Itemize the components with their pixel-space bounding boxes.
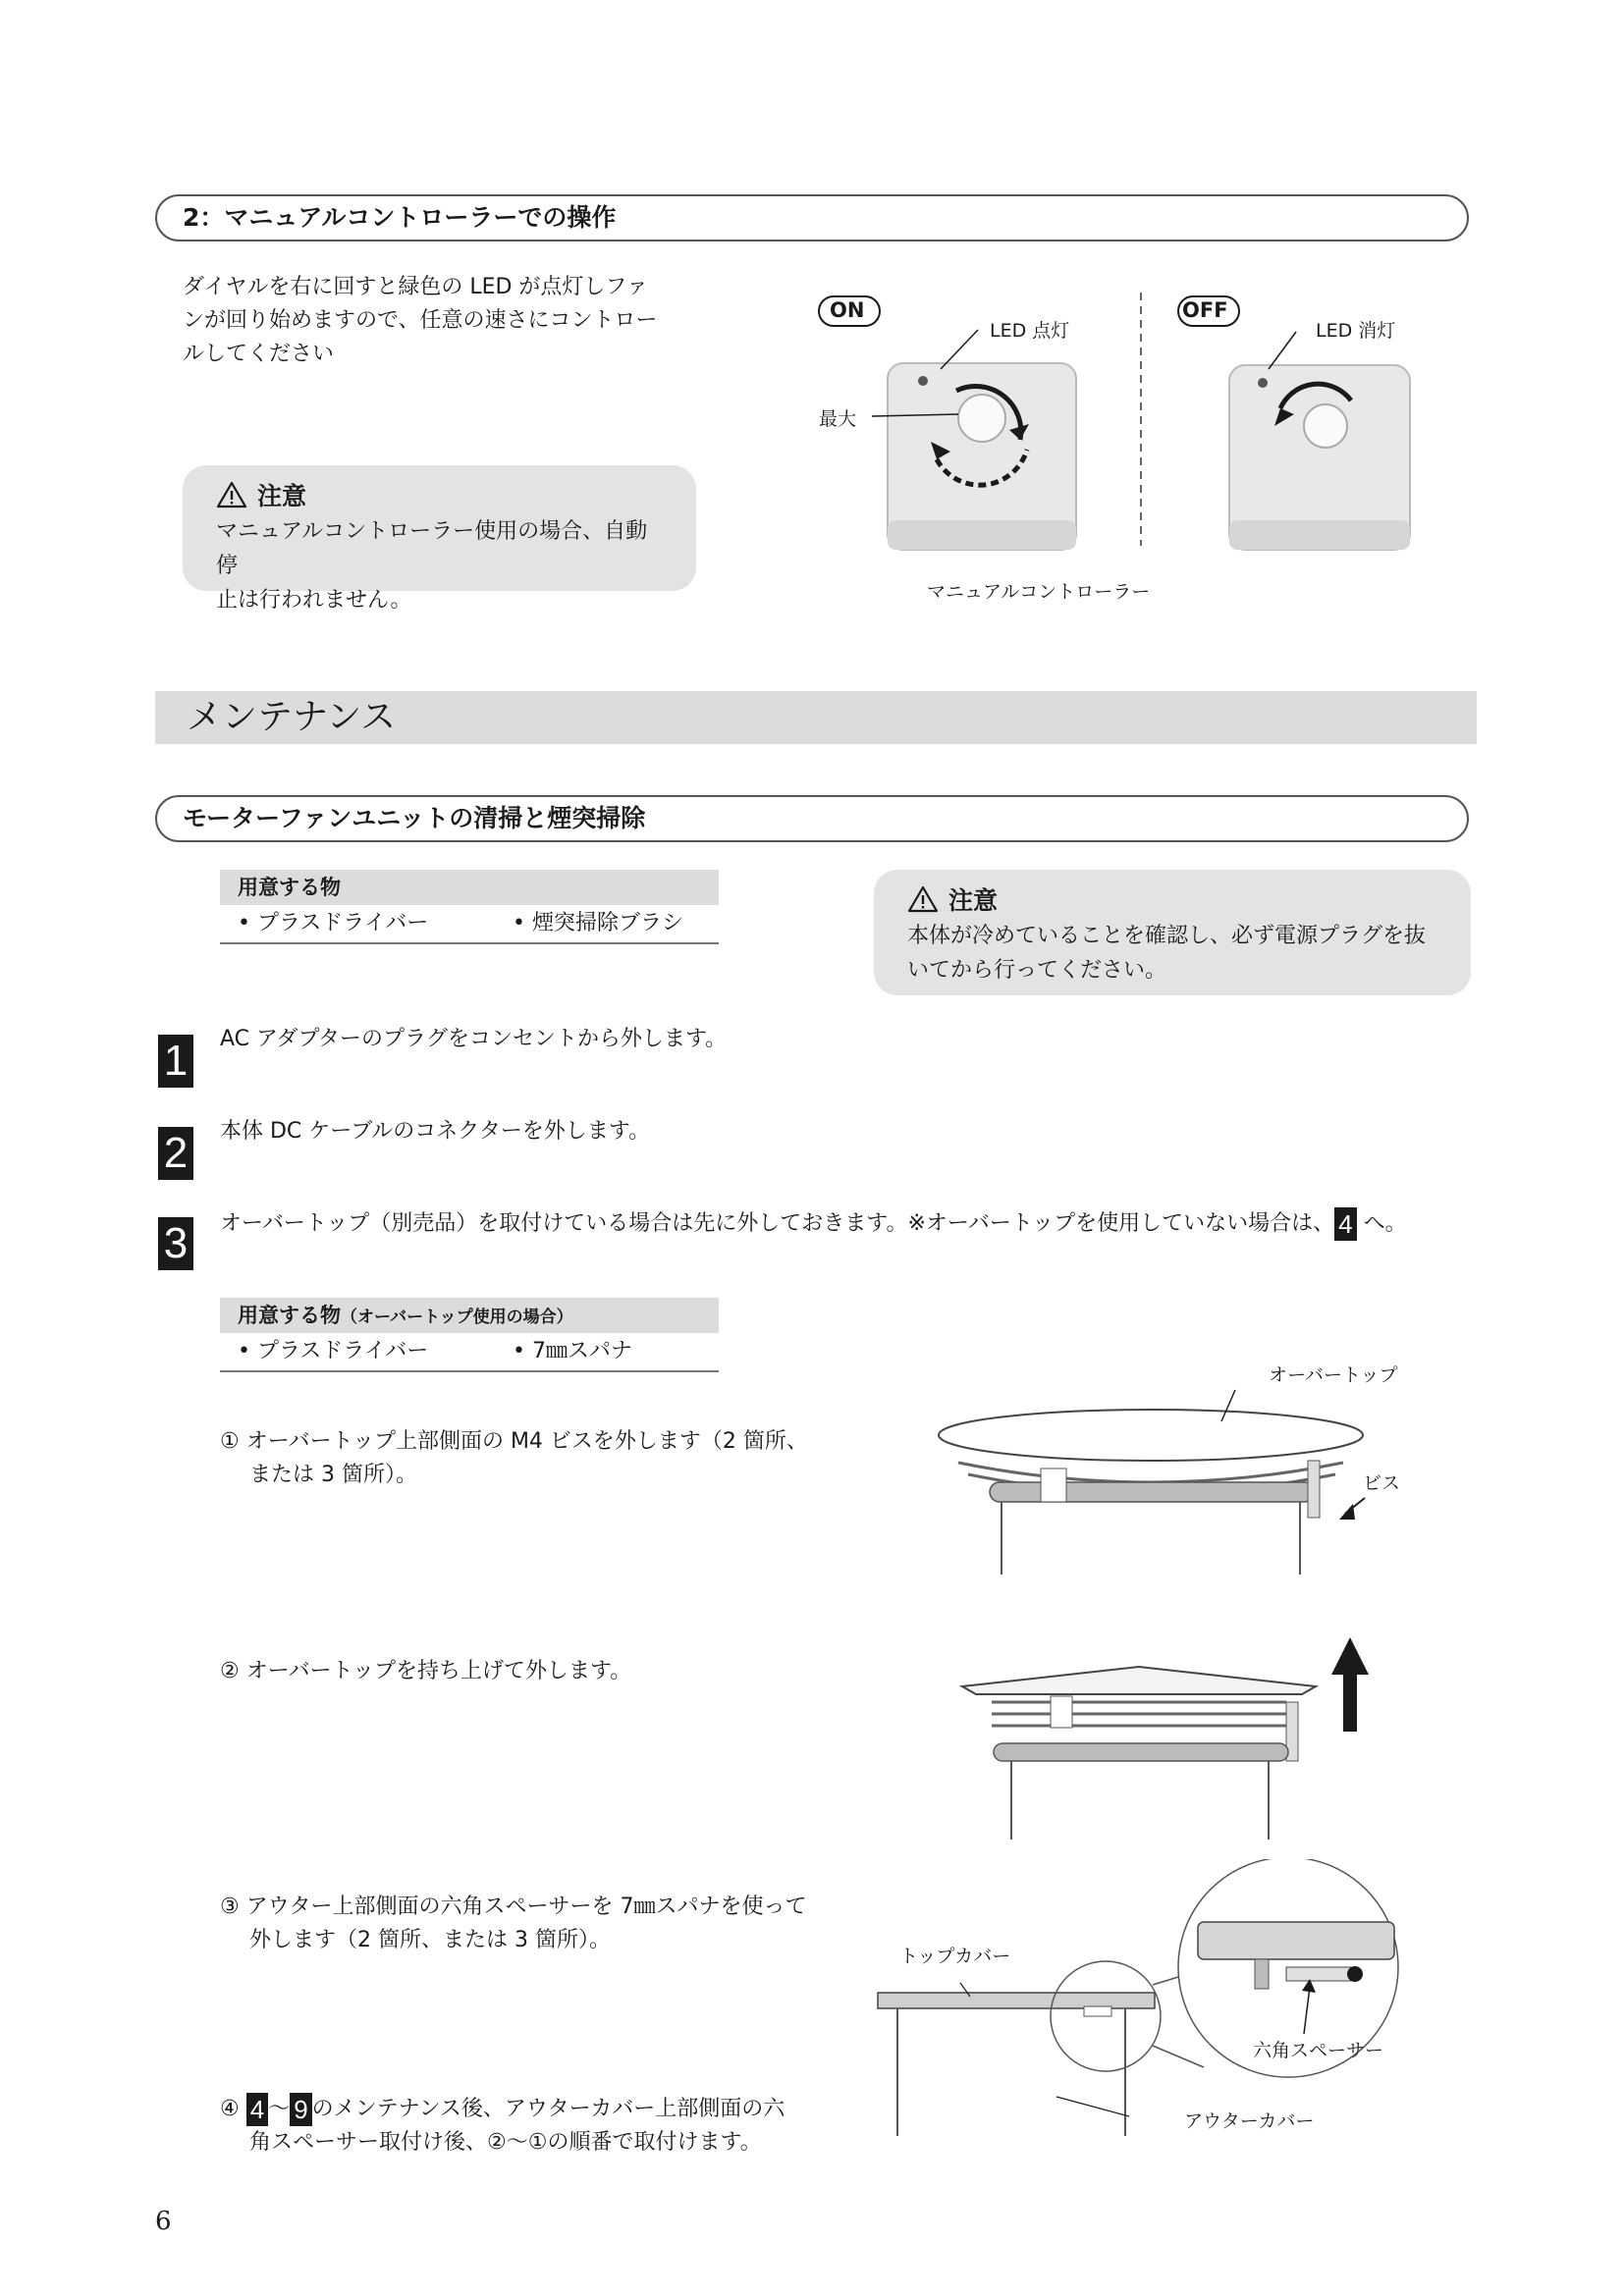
description-line: ンが回り始めますので、任意の速さにコントロー bbox=[183, 308, 658, 333]
description-line: ルしてください bbox=[183, 342, 335, 366]
lift-overtop-diagram bbox=[952, 1629, 1404, 1845]
caution-title: 注意 bbox=[257, 482, 307, 510]
substep-line: または 3 箇所）。 bbox=[249, 1463, 417, 1487]
controller-caption: マニュアルコントローラー bbox=[927, 581, 1151, 603]
overtop-label: オーバートップ bbox=[1269, 1364, 1398, 1386]
hex-spacer-label: 六角スペーサー bbox=[1253, 2040, 1384, 2061]
maintenance-heading: メンテナンス bbox=[155, 691, 1477, 744]
on-badge: ON bbox=[830, 298, 865, 322]
step-text-after: へ。 bbox=[1356, 1211, 1407, 1236]
needed-items-overtop-table bbox=[220, 1298, 719, 1372]
caution-title: 注意 bbox=[948, 886, 999, 915]
step-ref-number: 4 bbox=[1334, 1207, 1356, 1241]
page-number: 6 bbox=[155, 2207, 172, 2236]
hex-spacer-diagram bbox=[864, 1859, 1439, 2154]
caution-line: 止は行われません。 bbox=[216, 588, 412, 613]
caution-heading bbox=[216, 475, 663, 514]
needed-items-row bbox=[220, 905, 719, 944]
substep-4 bbox=[220, 2093, 785, 2160]
needed-items-row bbox=[220, 1333, 719, 1372]
substep-text: のメンテナンス後、アウターカバー上部側面の六 bbox=[311, 2097, 785, 2121]
needed-items-header: 用意する物 bbox=[220, 870, 719, 905]
overtop-figure bbox=[923, 1355, 1414, 1580]
needed-items-header-sub: （オーバートップ使用の場合） bbox=[341, 1308, 573, 1327]
substep-line: ① オーバートップ上部側面の M4 ビスを外します（2 箇所、 bbox=[220, 1429, 808, 1454]
led-off-label: LED 消灯 bbox=[1316, 320, 1396, 342]
lift-overtop-figure bbox=[952, 1629, 1404, 1845]
controller-description bbox=[183, 271, 693, 371]
step-ref-number: 9 bbox=[290, 2093, 311, 2126]
needed-items-header-text: 用意する物 bbox=[238, 1304, 341, 1327]
substep-prefix: ④ bbox=[220, 2097, 246, 2121]
needed-items-header bbox=[220, 1298, 719, 1333]
needed-item: • プラスドライバー bbox=[238, 1339, 429, 1363]
substep-line: 角スペーサー取付け後、②～①の順番で取付けます。 bbox=[249, 2130, 762, 2155]
needed-item: • 煙突掃除ブラシ bbox=[513, 911, 683, 935]
step-text bbox=[220, 1207, 1407, 1241]
caution-heading bbox=[907, 880, 1437, 919]
warning-icon bbox=[216, 481, 247, 508]
off-badge: OFF bbox=[1182, 298, 1228, 322]
off-controller-figure bbox=[1174, 293, 1430, 558]
step-ref-number: 4 bbox=[246, 2093, 268, 2126]
max-label: 最大 bbox=[819, 408, 857, 430]
step-text-before: オーバートップ（別売品）を取付けている場合は先に外しておきます。※オーバートップを使用していない場合は、 bbox=[220, 1211, 1335, 1236]
outer-cover-label: アウターカバー bbox=[1184, 2110, 1315, 2132]
needed-items-table bbox=[220, 870, 719, 944]
warning-icon bbox=[907, 885, 939, 913]
substep-tilde: ～ bbox=[268, 2097, 291, 2121]
substep-line: ③ アウター上部側面の六角スペーサーを 7㎜スパナを使って bbox=[220, 1895, 807, 1919]
overtop-diagram bbox=[923, 1355, 1414, 1580]
top-cover-label: トップカバー bbox=[899, 1946, 1011, 1967]
maintenance-caution-box bbox=[874, 870, 1471, 995]
needed-item: • プラスドライバー bbox=[238, 911, 429, 935]
step-number: 3 bbox=[158, 1217, 193, 1270]
caution-line: マニュアルコントローラー使用の場合、自動停 bbox=[216, 519, 648, 578]
section-controller-title: 2：マニュアルコントローラーでの操作 bbox=[155, 194, 1469, 241]
step-text: 本体 DC ケーブルのコネクターを外します。 bbox=[220, 1119, 651, 1144]
step-text: AC アダプターのプラグをコンセントから外します。 bbox=[220, 1027, 728, 1051]
substep-line bbox=[220, 2093, 785, 2126]
step-number: 2 bbox=[158, 1127, 193, 1180]
substep-1 bbox=[220, 1425, 808, 1492]
substep-3 bbox=[220, 1891, 807, 1957]
controller-caution-box bbox=[183, 465, 696, 613]
caution-line: いてから行ってください。 bbox=[907, 958, 1167, 983]
substep-line: 外します（2 箇所、または 3 箇所）。 bbox=[249, 1928, 611, 1952]
needed-item: • 7㎜スパナ bbox=[513, 1339, 632, 1363]
led-on-label: LED 点灯 bbox=[990, 320, 1070, 342]
substep-2: ② オーバートップを持ち上げて外します。 bbox=[220, 1659, 632, 1683]
description-line: ダイヤルを右に回すと緑色の LED が点灯しファ bbox=[183, 275, 648, 299]
maintenance-subsection-title: モーターファンユニットの清掃と煙突掃除 bbox=[155, 795, 1469, 842]
caution-line: 本体が冷めていることを確認し、必ず電源プラグを抜 bbox=[907, 924, 1427, 948]
step-number: 1 bbox=[158, 1035, 193, 1088]
hex-spacer-figure bbox=[864, 1859, 1439, 2154]
screw-label: ビス bbox=[1363, 1472, 1401, 1494]
